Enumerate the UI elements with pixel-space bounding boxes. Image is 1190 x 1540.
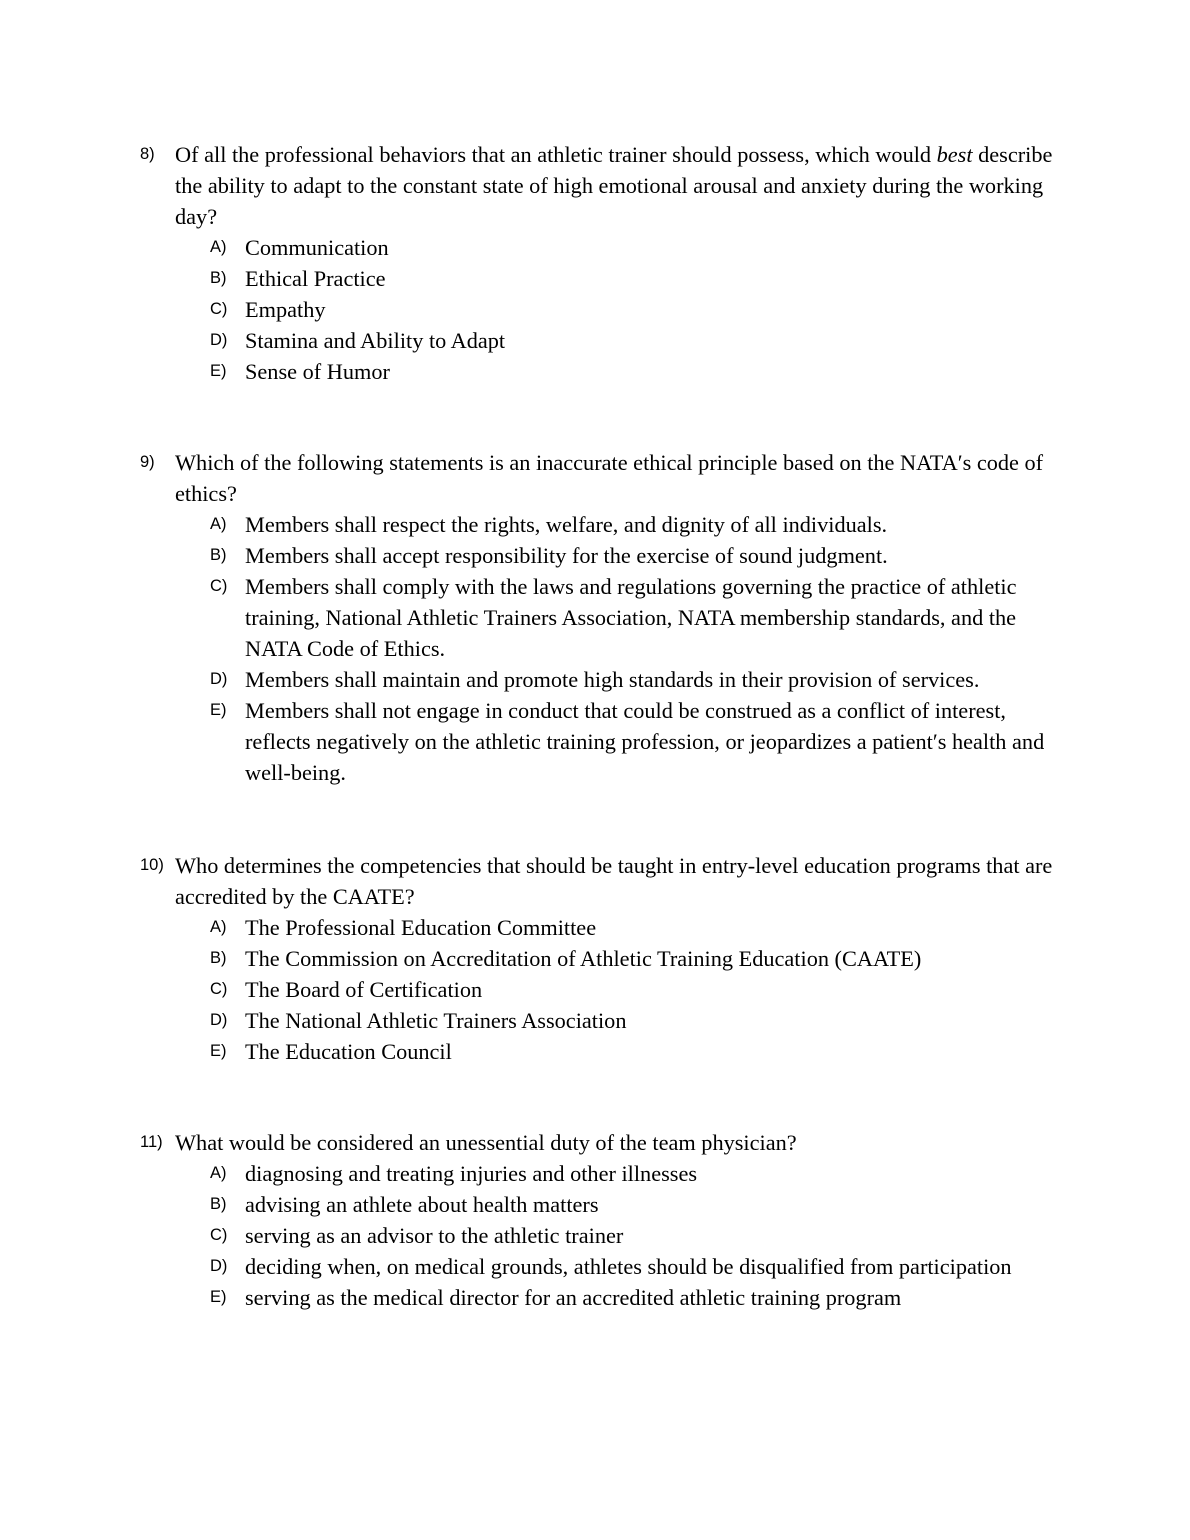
question-stem — [140, 850, 1060, 912]
option-text: Ethical Practice — [245, 266, 386, 291]
answer-option-b — [140, 263, 1060, 294]
answer-option-d — [140, 1251, 1060, 1282]
question-text: Which of the following statements is an inaccurate ethical principle based on the NATA′s code of ethics? — [175, 450, 1044, 506]
option-text: Sense of Humor — [245, 359, 390, 384]
option-text: Communication — [245, 235, 389, 260]
option-letter: A) — [210, 918, 227, 936]
option-text: Members shall comply with the laws and regulations governing the practice of athletic training, National Athletic Trainers Association, NATA membership standards, and the NATA Code of Ethics. — [245, 574, 1017, 661]
option-text: serving as an advisor to the athletic trainer — [245, 1223, 624, 1248]
option-letter: B) — [210, 949, 227, 967]
option-text: diagnosing and treating injuries and other illnesses — [245, 1161, 698, 1186]
question-number: 9) — [140, 453, 155, 471]
answer-options — [140, 1158, 1060, 1313]
question-stem — [140, 1127, 1060, 1158]
option-letter: C) — [210, 1226, 228, 1244]
question-stem — [140, 139, 1060, 232]
option-letter: D) — [210, 670, 228, 688]
answer-option-d — [140, 664, 1060, 695]
answer-option-d — [140, 1005, 1060, 1036]
answer-option-e — [140, 1036, 1060, 1067]
option-text: The Board of Certification — [245, 977, 483, 1002]
option-letter: C) — [210, 980, 228, 998]
question-11 — [140, 1127, 1060, 1313]
answer-option-b — [140, 1189, 1060, 1220]
option-text: serving as the medical director for an accredited athletic training program — [245, 1285, 902, 1310]
option-letter: D) — [210, 1011, 228, 1029]
option-letter: B) — [210, 269, 227, 287]
answer-option-c — [140, 1220, 1060, 1251]
option-text: The Professional Education Committee — [245, 915, 597, 940]
answer-option-c — [140, 974, 1060, 1005]
answer-option-b — [140, 540, 1060, 571]
question-8 — [140, 139, 1060, 387]
option-letter: E) — [210, 362, 227, 380]
answer-option-c — [140, 294, 1060, 325]
answer-option-d — [140, 325, 1060, 356]
option-text: Members shall respect the rights, welfare, and dignity of all individuals. — [245, 512, 888, 537]
answer-option-a — [140, 509, 1060, 540]
answer-option-a — [140, 912, 1060, 943]
option-text: Members shall not engage in conduct that could be construed as a conflict of interest, reflects negatively on the athletic training profession, or jeopardizes a patient′s health and well-being. — [245, 698, 1045, 785]
question-text: What would be considered an unessential duty of the team physician? — [175, 1130, 797, 1155]
option-letter: A) — [210, 1164, 227, 1182]
option-letter: A) — [210, 238, 227, 256]
question-number: 10) — [140, 856, 164, 874]
option-letter: D) — [210, 331, 228, 349]
question-number: 11) — [140, 1133, 163, 1151]
option-text: Empathy — [245, 297, 326, 322]
question-text-continued: describe the ability to adapt to the constant state of high emotional arousal and anxiety during the working day? — [175, 142, 1053, 229]
option-letter: E) — [210, 1288, 227, 1306]
option-text: Stamina and Ability to Adapt — [245, 328, 506, 353]
answer-option-a — [140, 1158, 1060, 1189]
option-text: The Education Council — [245, 1039, 452, 1064]
question-number: 8) — [140, 145, 155, 163]
question-text: Of all the professional behaviors that an athletic trainer should possess, which would — [175, 142, 937, 167]
option-letter: C) — [210, 577, 228, 595]
option-text: Members shall maintain and promote high standards in their provision of services. — [245, 667, 980, 692]
option-text: deciding when, on medical grounds, athletes should be disqualified from participation — [245, 1254, 1012, 1279]
option-text: advising an athlete about health matters — [245, 1192, 599, 1217]
answer-option-b — [140, 943, 1060, 974]
option-letter: B) — [210, 1195, 227, 1213]
question-9 — [140, 447, 1060, 788]
option-letter: A) — [210, 515, 227, 533]
question-text: Who determines the competencies that should be taught in entry-level education programs that are accredited by the CAATE? — [175, 853, 1053, 909]
option-letter: B) — [210, 546, 227, 564]
option-letter: E) — [210, 1042, 227, 1060]
option-text: The Commission on Accreditation of Athletic Training Education (CAATE) — [245, 946, 922, 971]
answer-options — [140, 912, 1060, 1067]
answer-option-e — [140, 695, 1060, 788]
question-emphasis: best — [936, 142, 973, 167]
question-10 — [140, 850, 1060, 1067]
option-letter: C) — [210, 300, 228, 318]
option-letter: D) — [210, 1257, 228, 1275]
question-stem — [140, 447, 1060, 509]
answer-option-c — [140, 571, 1060, 664]
answer-option-e — [140, 356, 1060, 387]
answer-options — [140, 509, 1060, 788]
answer-options — [140, 232, 1060, 387]
answer-option-e — [140, 1282, 1060, 1313]
option-letter: E) — [210, 701, 227, 719]
answer-option-a — [140, 232, 1060, 263]
option-text: The National Athletic Trainers Association — [245, 1008, 627, 1033]
option-text: Members shall accept responsibility for the exercise of sound judgment. — [245, 543, 888, 568]
